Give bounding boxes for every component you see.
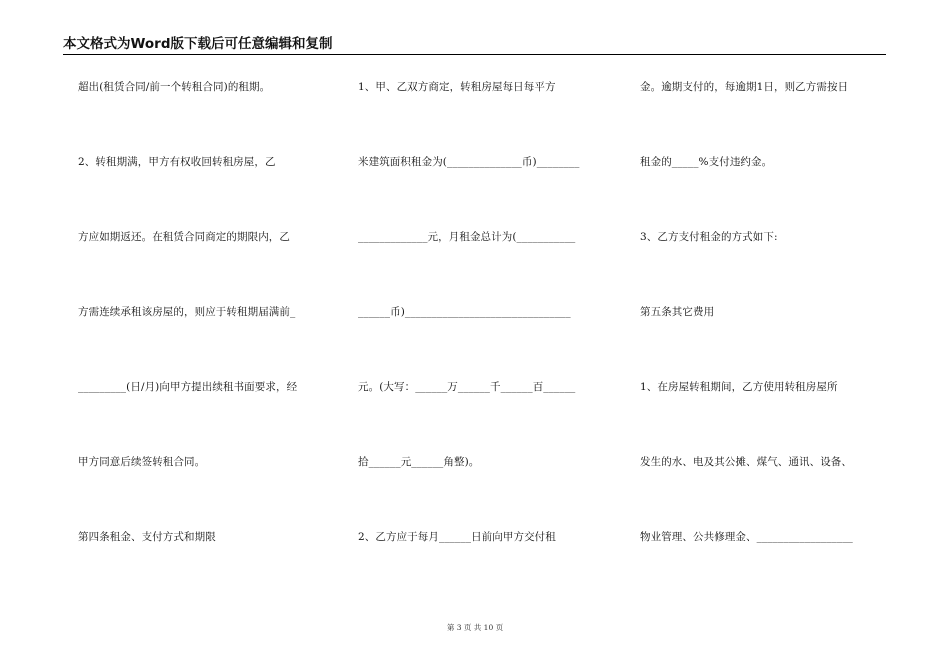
text-column-3 [640,0,890,672]
text-line: 金。逾期支付的，每逾期1日，则乙方需按日 [640,81,849,93]
text-line: 超出(租赁合同/前一个转租合同)的租期。 [78,81,271,93]
text-line: _________(日/月)向甲方提出续租书面要求，经 [78,381,298,393]
text-line: _____________元，月租金总计为(___________ [358,231,576,243]
text-line: 3、乙方支付租金的方式如下: [640,231,778,243]
text-column-2 [358,0,608,672]
text-line: 元。(大写：______万______千______百______ [358,381,576,393]
text-line: 方需连续承租该房屋的，则应于转租期届满前_ [78,306,296,318]
text-line: 拾______元______角整)。 [358,456,480,468]
text-line: 2、乙方应于每月______日前向甲方交付租 [358,531,556,543]
text-line: 发生的水、电及其公摊、煤气、通讯、设备、 [640,456,852,468]
section-heading-article-5: 第五条其它费用 [640,306,715,318]
page-number-footer: 第 3 页 共 10 页 [446,623,504,632]
text-line: ______币)_______________________________ [358,306,571,318]
document-header-title: 本文格式为Word版下载后可任意编辑和复制 [63,36,333,52]
text-line: 2、转租期满，甲方有权收回转租房屋，乙 [78,156,276,168]
text-line: 1、甲、乙双方商定，转租房屋每日每平方 [358,81,556,93]
text-line: 租金的_____%支付违约金。 [640,156,773,168]
text-line: 1、在房屋转租期间，乙方使用转租房屋所 [640,381,838,393]
section-heading-article-4: 第四条租金、支付方式和期限 [78,531,216,543]
text-column-1 [78,0,328,672]
text-line: 物业管理、公共修理金、__________________ [640,531,853,543]
text-line: 方应如期返还。在租赁合同商定的期限内，乙 [78,231,290,243]
text-line: 米建筑面积租金为(______________币)________ [358,156,580,168]
text-line: 甲方同意后续签转租合同。 [78,456,206,468]
